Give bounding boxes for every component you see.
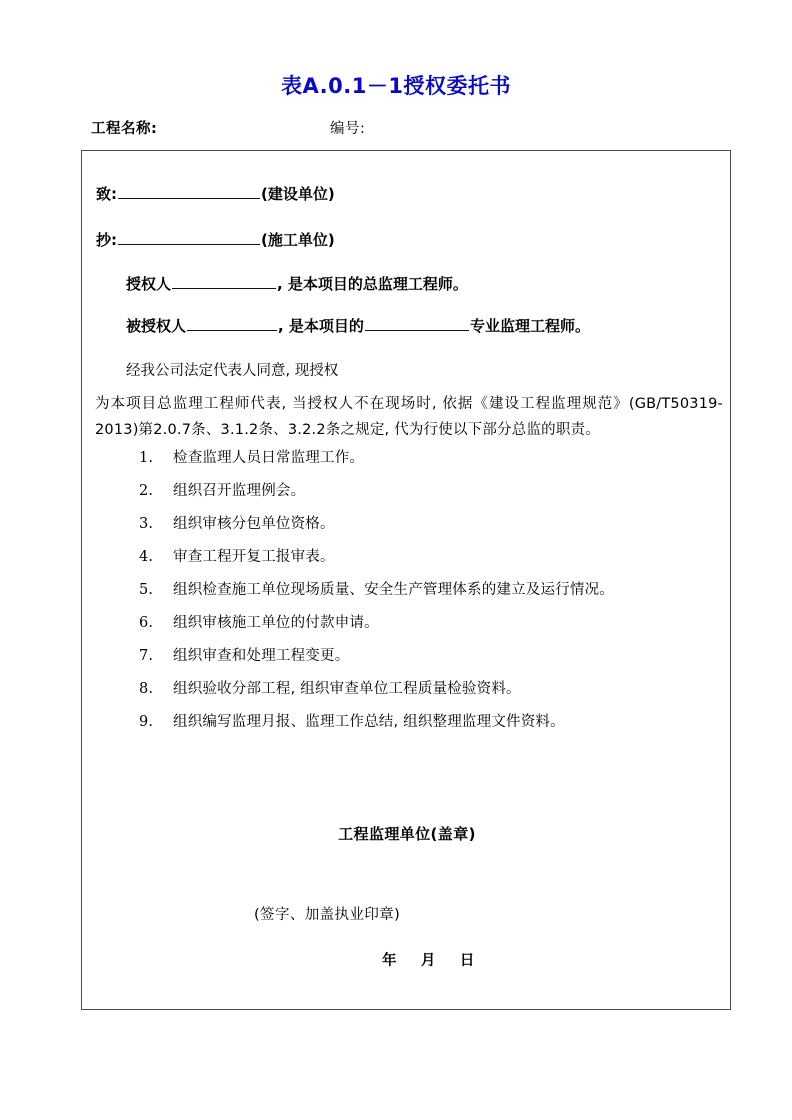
list-item: [139, 484, 719, 517]
page-title: 表A.0.1－1授权委托书: [281, 74, 511, 98]
recipient-suffix: (建设单位): [261, 185, 335, 203]
header-fields: [0, 117, 792, 141]
grantee-suffix: 专业监理工程师。: [469, 317, 590, 335]
duties-list: [139, 451, 719, 748]
duty-number: 6.: [139, 615, 154, 631]
duty-text: 组织召开监理例会。: [173, 483, 306, 499]
list-item: [139, 451, 719, 484]
duty-text: 组织审查和处理工程变更。: [173, 648, 350, 664]
duty-text: 组织审核分包单位资格。: [173, 516, 335, 532]
duty-number: 3.: [139, 516, 154, 532]
duty-number: 9.: [139, 714, 154, 730]
document-number-label: 编号:: [330, 121, 366, 137]
cc-suffix: (施工单位): [261, 231, 335, 249]
grantee-line: [126, 315, 590, 336]
list-item: [139, 649, 719, 682]
cc-blank[interactable]: [118, 229, 260, 245]
recipient-blank[interactable]: [118, 183, 260, 199]
authorization-paragraph: 为本项目总监理工程师代表, 当授权人不在现场时, 依据《建设工程监理规范》(GB/T50319-2013)第2.0.7条、3.1.2条、3.2.2条之规定, 代为行使以下部分总监的职责。: [95, 396, 723, 439]
supervision-unit-seal-label: 工程监理单位(盖章): [338, 825, 476, 843]
duty-text: 组织验收分部工程, 组织审查单位工程质量检验资料。: [173, 681, 521, 697]
duty-text: 检查监理人员日常监理工作。: [173, 450, 365, 466]
signature-note: (签字、加盖执业印章): [254, 907, 401, 923]
grantee-name-blank[interactable]: [187, 315, 277, 331]
grantor-blank[interactable]: [172, 273, 276, 289]
duty-text: 组织审核施工单位的付款申请。: [173, 615, 379, 631]
list-item: [139, 715, 719, 748]
duty-number: 7.: [139, 648, 154, 664]
duty-number: 5.: [139, 582, 154, 598]
date-year-label: 年: [382, 953, 397, 969]
list-item: [139, 616, 719, 649]
grantor-line: [126, 273, 468, 294]
recipient-label: 致:: [96, 185, 117, 203]
date-line: [382, 949, 475, 970]
authorization-body-box: [81, 150, 731, 1010]
recipient-line: [96, 183, 335, 204]
grantee-mid: , 是本项目的: [278, 317, 364, 335]
list-item: [139, 682, 719, 715]
duty-text: 组织检查施工单位现场质量、安全生产管理体系的建立及运行情况。: [173, 582, 614, 598]
duty-number: 2.: [139, 483, 154, 499]
list-item: [139, 583, 719, 616]
list-item: [139, 550, 719, 583]
cc-line: [96, 229, 335, 250]
cc-label: 抄:: [96, 231, 117, 249]
date-month-label: 月: [420, 953, 436, 969]
duty-number: 4.: [139, 549, 154, 565]
duty-number: 1.: [139, 450, 154, 466]
duty-number: 8.: [139, 681, 154, 697]
grantee-specialty-blank[interactable]: [365, 315, 469, 331]
grantor-label: 授权人: [126, 275, 172, 293]
duty-text: 组织编写监理月报、监理工作总结, 组织整理监理文件资料。: [173, 714, 565, 730]
grantor-suffix: , 是本项目的总监理工程师。: [277, 275, 468, 293]
date-day-label: 日: [459, 953, 475, 969]
project-name-label: 工程名称:: [91, 121, 158, 137]
consent-statement: 经我公司法定代表人同意, 现授权: [126, 363, 339, 379]
grantee-label: 被授权人: [126, 317, 187, 335]
duty-text: 审查工程开复工报审表。: [173, 549, 335, 565]
list-item: [139, 517, 719, 550]
